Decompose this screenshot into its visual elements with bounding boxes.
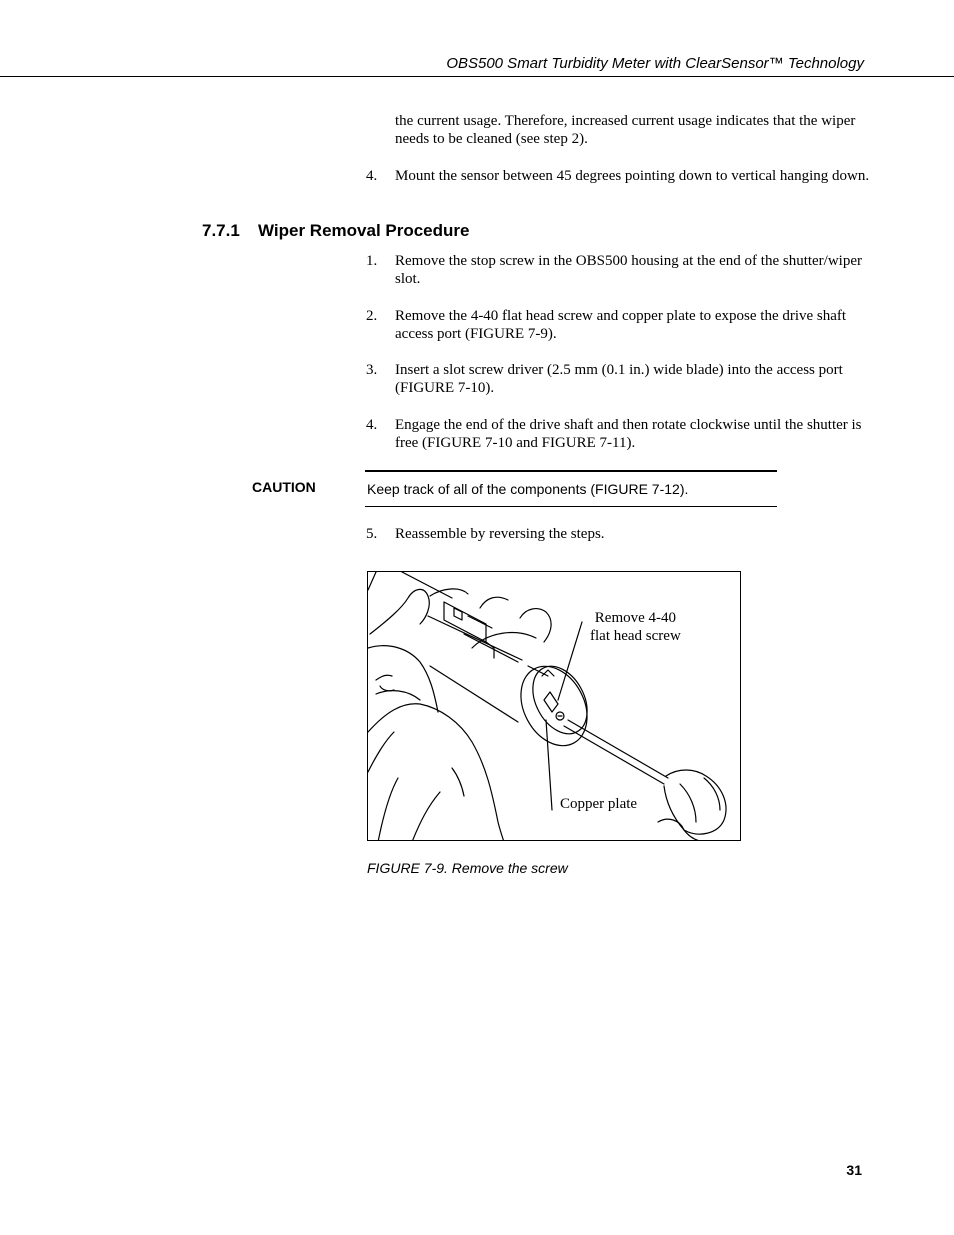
list-item-step-1 [366,252,870,288]
list-text: Insert a slot screw driver (2.5 mm (0.1 in.) wide blade) into the access port (FIGURE 7-10). [395,362,843,396]
running-header-title: OBS500 Smart Turbidity Meter with ClearSensor™ Technology [446,55,864,72]
header-rule [0,76,954,77]
list-number: 2. [366,308,378,324]
holding-hand-drawing [368,572,551,841]
caution-box [365,470,777,507]
section-title: Wiper Removal Procedure [258,221,470,240]
list-number: 5. [366,526,378,542]
list-text: Remove the stop screw in the OBS500 housing at the end of the shutter/wiper slot. [395,253,862,287]
figure-label-copper-plate: Copper plate [560,796,638,812]
page-number: 31 [846,1162,862,1178]
section-heading [202,221,469,241]
list-text: Engage the end of the drive shaft and then rotate clockwise until the shutter is free (FIGURE 7-10 and FIGURE 7-11). [395,417,862,451]
hand-and-sensor-illustration [368,572,741,841]
figure-label-screw-line2: flat head screw [590,628,681,644]
caution-text: Keep track of all of the components (FIGURE 7-12). [367,481,689,497]
figure-remove-screw [367,571,741,841]
list-item-step-3 [366,361,870,397]
section-number: 7.7.1 [202,221,240,240]
screwdriver-drawing [564,720,726,841]
figure-label-screw [590,609,681,645]
list-item-step-2 [366,307,870,343]
sensor-body-drawing [428,602,600,757]
list-item-step-5 [366,525,870,543]
list-number: 4. [366,417,378,433]
list-text: Mount the sensor between 45 degrees pointing down to vertical hanging down. [395,168,870,184]
list-item-mount-sensor [366,167,870,185]
list-text: Reassemble by reversing the steps. [395,526,605,542]
caution-label: CAUTION [252,479,316,495]
list-item-step-4 [366,416,870,452]
continuation-paragraph: the current usage. Therefore, increased current usage indicates that the wiper needs to be cleaned (see step 2). [395,113,856,147]
figure-label-screw-line1: Remove 4-40 [594,610,677,626]
list-number: 3. [366,362,378,378]
list-number: 4. [366,168,378,184]
list-number: 1. [366,253,378,269]
list-text: Remove the 4-40 flat head screw and copper plate to expose the drive shaft access port (FIGURE 7-9). [395,308,847,342]
figure-caption: FIGURE 7-9. Remove the screw [367,860,568,876]
